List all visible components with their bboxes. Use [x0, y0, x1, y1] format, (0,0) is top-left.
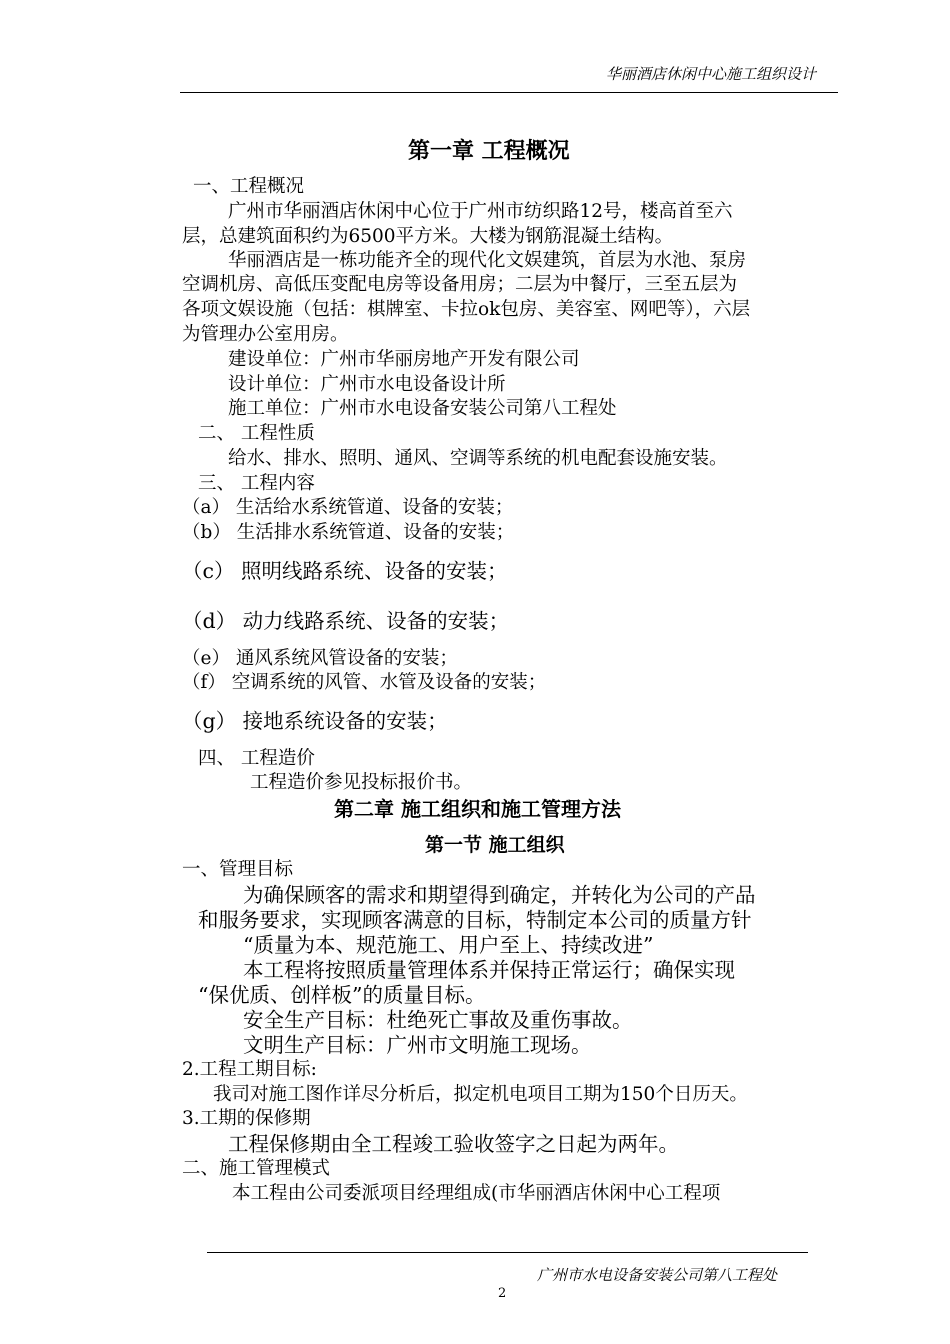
mgmt-line4: 本工程将按照质量管理体系并保持正常运行；确保实现 — [243, 958, 735, 982]
safety-goal: 安全生产目标：杜绝死亡事故及重伤事故。 — [243, 1008, 633, 1032]
scope-item-b: （b） 生活排水系统管道、设备的安装； — [182, 522, 515, 543]
mode-text: 本工程由公司委派项目经理组成(市华丽酒店休闲中心工程项 — [232, 1183, 721, 1204]
sec1-heading: 一、工程概况 — [193, 176, 305, 197]
warranty-text: 工程保修期由全工程竣工验收签字之日起为两年。 — [228, 1132, 679, 1156]
designer-unit: 设计单位：广州市水电设备设计所 — [228, 374, 506, 395]
civilized-goal: 文明生产目标：广州市文明施工现场。 — [243, 1033, 592, 1057]
scope-item-a: （a） 生活给水系统管道、设备的安装； — [182, 497, 514, 518]
builder-unit: 建设单位：广州市华丽房地产开发有限公司 — [228, 349, 580, 370]
scope-item-g: （g） 接地系统设备的安装； — [182, 709, 448, 733]
sec2-text: 给水、排水、照明、通风、空调等系统的机电配套设施安装。 — [228, 448, 728, 469]
duration-text: 我司对施工图作详尽分析后，拟定机电项目工期为150个日历天。 — [213, 1084, 748, 1105]
sec1-p2-line1: 华丽酒店是一栋功能齐全的现代化文娱建筑，首层为水池、泵房 — [228, 250, 747, 271]
scope-item-d: （d） 动力线路系统、设备的安装； — [182, 609, 510, 633]
quality-policy: “质量为本、规范施工、用户至上、持续改进” — [243, 933, 654, 957]
sec3-heading: 三、 工程内容 — [198, 473, 315, 494]
footer-company: 广州市水电设备安装公司第八工程处 — [537, 1266, 778, 1284]
scope-item-f: （f） 空调系统的风管、水管及设备的安装； — [182, 672, 547, 693]
page-header-title: 华丽酒店休闲中心施工组织设计 — [606, 65, 817, 83]
sec1-p2-line4: 为管理办公室用房。 — [182, 324, 349, 345]
mgmt-heading: 一、管理目标 — [182, 859, 294, 880]
warranty-heading: 3.工期的保修期 — [182, 1108, 311, 1129]
contractor-unit: 施工单位：广州市水电设备安装公司第八工程处 — [228, 398, 617, 419]
chapter2-title: 第二章 施工组织和施工管理方法 — [334, 797, 621, 821]
duration-heading: 2.工程工期目标: — [182, 1059, 317, 1080]
chapter1-title: 第一章 工程概况 — [408, 138, 570, 164]
sec2-heading: 二、 工程性质 — [198, 423, 315, 444]
quality-goal: “保优质、创样板”的质量目标。 — [198, 983, 486, 1007]
sec4-text: 工程造价参见投标报价书。 — [250, 772, 473, 793]
section1-title: 第一节 施工组织 — [425, 834, 565, 856]
footer-rule — [207, 1252, 808, 1253]
scope-item-e: （e） 通风系统风管设备的安装； — [182, 648, 458, 669]
mgmt-line2: 和服务要求，实现顾客满意的目标，特制定本公司的质量方针 — [198, 908, 752, 932]
mode-heading: 二、施工管理模式 — [182, 1158, 331, 1179]
page-number: 2 — [498, 1286, 507, 1301]
scope-item-c: （c） 照明线路系统、设备的安装； — [182, 559, 508, 583]
sec4-heading: 四、 工程造价 — [198, 748, 315, 769]
sec1-p2-line2: 空调机房、高低压变配电房等设备用房；二层为中餐厅，三至五层为 — [182, 274, 738, 295]
sec1-p1-line2: 层，总建筑面积约为6500平方米。大楼为钢筋混凝土结构。 — [182, 226, 674, 247]
sec1-p2-line3: 各项文娱设施（包括：棋牌室、卡拉ok包房、美容室、网吧等），六层 — [182, 299, 751, 320]
sec1-p1-line1: 广州市华丽酒店休闲中心位于广州市纺织路12号，楼高首至六 — [228, 201, 733, 222]
mgmt-line1: 为确保顾客的需求和期望得到确定，并转化为公司的产品 — [243, 883, 756, 907]
header-rule — [180, 92, 838, 93]
